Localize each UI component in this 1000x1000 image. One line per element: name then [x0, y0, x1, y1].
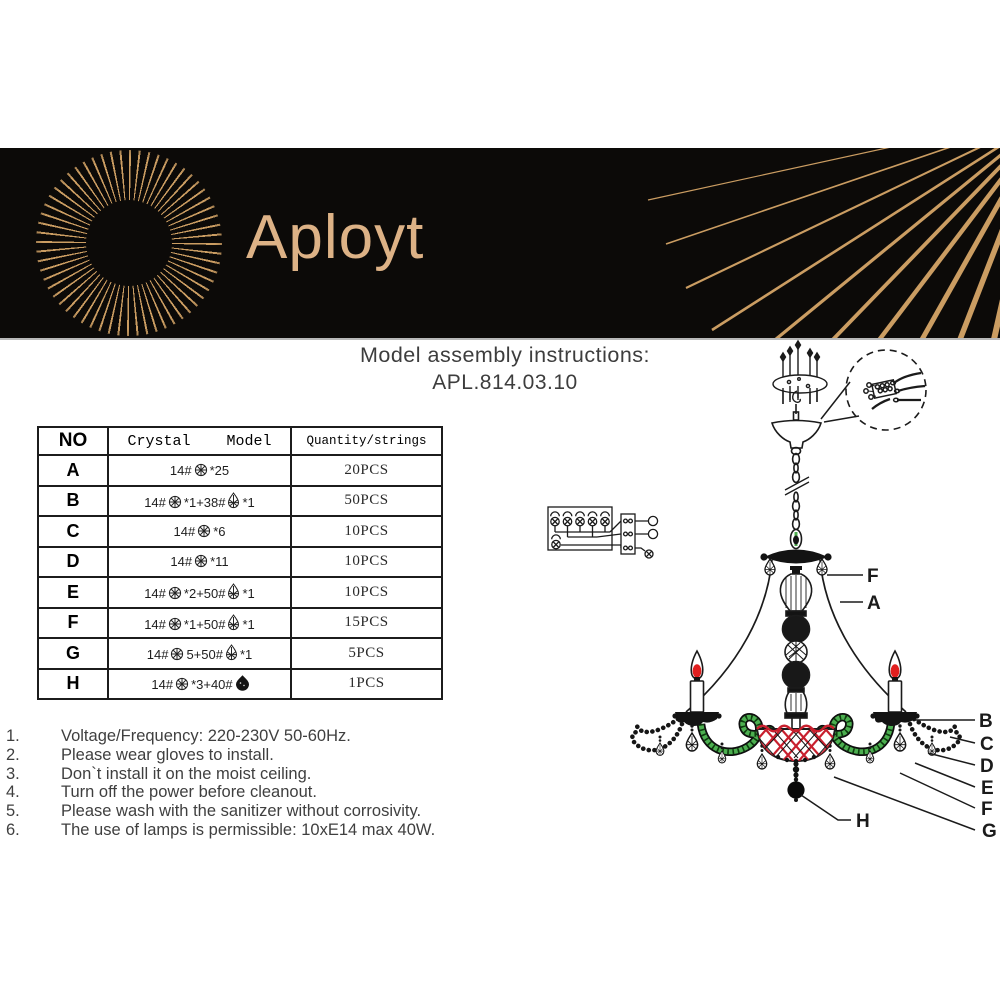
title-line1: Model assembly instructions:: [359, 343, 651, 367]
callout-label-f: F: [981, 799, 993, 820]
teardrop-crystal-icon: [225, 644, 238, 661]
instruction-text: Please wash with the sanitizer without corrosivity.: [61, 802, 422, 821]
callout-label-b: B: [979, 711, 993, 732]
row-letter: H: [38, 669, 108, 700]
quantity-cell: 15PCS: [291, 608, 442, 639]
instruction-number: 4.: [6, 783, 20, 802]
chandelier-assembly-diagram: [520, 338, 1000, 873]
instructions-list: [0, 727, 520, 840]
callout-label-h: H: [856, 811, 870, 832]
instruction-item: [0, 727, 520, 746]
crystal-model-cell: 14# *2+50# *1: [108, 577, 291, 608]
crystal-model-cell: 14# *1+50# *1: [108, 608, 291, 639]
table-row: [38, 608, 442, 639]
brand-name: Aployt: [246, 203, 425, 272]
teardrop-crystal-icon: [227, 583, 240, 600]
bulb-flame-icon: [693, 664, 702, 678]
row-letter: G: [38, 638, 108, 669]
instruction-item: [0, 746, 520, 765]
crystal-bead-icon: [197, 524, 211, 538]
central-column-drawing: [780, 574, 811, 730]
instruction-text: The use of lamps is permissible: 10xE14 max 40W.: [61, 820, 436, 839]
instruction-number: 1.: [6, 727, 20, 745]
model-number: APL.814.03.10: [432, 371, 578, 394]
sunburst-logo-icon: [36, 150, 222, 336]
quantity-cell: 20PCS: [291, 455, 442, 486]
table-row: [38, 638, 442, 669]
quantity-cell: 1PCS: [291, 669, 442, 700]
crystal-bead-icon: [170, 647, 184, 661]
crystal-model-cell: 14# *25: [108, 455, 291, 486]
instruction-number: 5.: [6, 802, 20, 821]
table-row: [38, 455, 442, 486]
instruction-text: Turn off the power before cleanout.: [61, 783, 317, 802]
crystal-bead-icon: [194, 554, 208, 568]
row-letter: F: [38, 608, 108, 639]
ceiling-mount-drawing: [773, 341, 827, 404]
crystal-model-cell: 14# 5+50# *1: [108, 638, 291, 669]
instruction-number: 2.: [6, 745, 20, 764]
quantity-cell: 10PCS: [291, 577, 442, 608]
row-letter: D: [38, 547, 108, 578]
callout-label-a: A: [867, 593, 881, 614]
instruction-number: 6.: [6, 820, 20, 839]
brand-banner: [0, 148, 1000, 340]
bulb-flame-icon: [891, 664, 900, 678]
row-letter: C: [38, 516, 108, 547]
instruction-text: Don`t install it on the moist ceiling.: [61, 764, 312, 783]
crystal-bead-icon: [168, 586, 182, 600]
wire-connection-inset: [821, 350, 926, 430]
crystal-bead-icon: [168, 495, 182, 509]
crystal-model-cell: 14# *3+40#: [108, 669, 291, 700]
crystal-bead-icon: [175, 677, 189, 691]
quantity-cell: 10PCS: [291, 547, 442, 578]
row-letter: E: [38, 577, 108, 608]
table-row: [38, 486, 442, 517]
header-qty: Quantity/strings: [291, 427, 442, 455]
table-header-row: [38, 427, 442, 455]
teardrop-crystal-icon: [227, 492, 240, 509]
crystal-model-cell: 14# *11: [108, 547, 291, 578]
quantity-cell: 5PCS: [291, 638, 442, 669]
instruction-item: [0, 765, 520, 784]
crystal-parts-table: [37, 426, 443, 700]
crystal-bead-icon: [194, 463, 208, 477]
crystal-model-cell: 14# *6: [108, 516, 291, 547]
instruction-item: [0, 821, 520, 840]
instruction-number: 3.: [6, 764, 20, 783]
instruction-item: [0, 802, 520, 821]
callout-label-e: E: [981, 778, 994, 799]
crystal-model-cell: 14# *1+38# *1: [108, 486, 291, 517]
callout-label-f-top: F: [867, 566, 879, 587]
instruction-text: Please wear gloves to install.: [61, 745, 274, 764]
table-row: [38, 577, 442, 608]
callout-label-g: G: [982, 821, 997, 842]
row-letter: A: [38, 455, 108, 486]
bowl-drawing: [742, 722, 850, 765]
candle-left-drawing: [672, 651, 721, 726]
header-model: Crystal Model: [108, 427, 291, 455]
chandelier-body-drawing: [632, 530, 959, 803]
quantity-cell: 10PCS: [291, 516, 442, 547]
row-letter: B: [38, 486, 108, 517]
table-row: [38, 547, 442, 578]
callout-label-c: C: [980, 734, 994, 755]
wiring-diagram: [548, 507, 658, 558]
teardrop-crystal-icon: [227, 614, 240, 631]
instruction-item: [0, 783, 520, 802]
candle-right-drawing: [870, 651, 919, 726]
canopy-and-chain-drawing: [772, 404, 821, 533]
quantity-cell: 50PCS: [291, 486, 442, 517]
table-row: [38, 516, 442, 547]
header-no: NO: [38, 427, 108, 455]
ball-crystal-icon: [235, 675, 250, 691]
corner-rays-icon: [570, 148, 1000, 338]
hand-icon: [864, 373, 925, 409]
instruction-text: Voltage/Frequency: 220-230V 50-60Hz.: [61, 727, 351, 745]
callout-label-d: D: [980, 756, 994, 777]
table-row: [38, 669, 442, 700]
crystal-bead-icon: [168, 617, 182, 631]
